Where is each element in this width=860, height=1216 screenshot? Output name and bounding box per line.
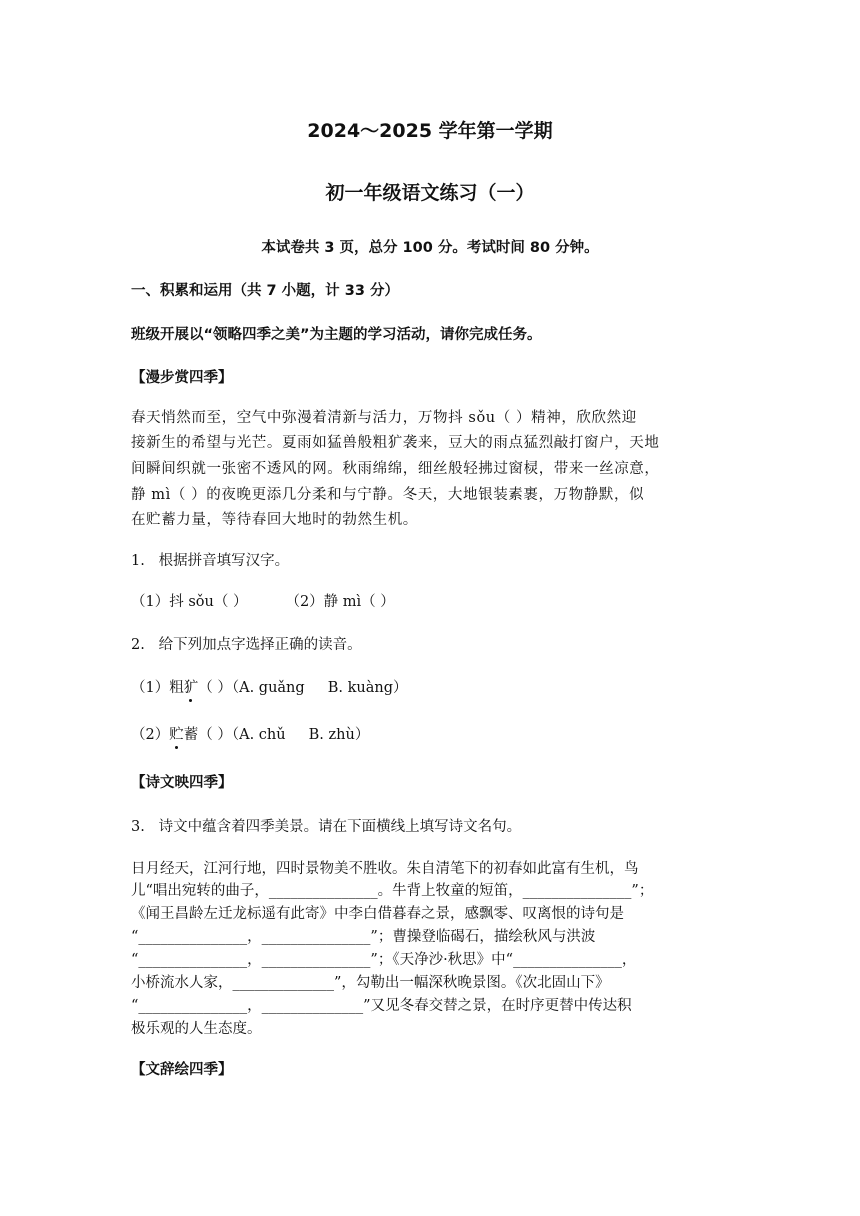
section-heading: 一、积累和运用（共 7 小题，计 33 分） <box>131 283 399 299</box>
emphasis-dot-char: 犷 <box>184 676 199 697</box>
exam-info: 本试卷共 3 页，总分 100 分。考试时间 80 分钟。 <box>261 240 599 256</box>
question-3-line: 日月经天，江河行地，四时景物美不胜收。朱自清笔下的初春如此富有生机，鸟 <box>131 861 639 877</box>
question-3-line: 小桥流水人家，______________”，勾勒出一幅深秋晚景图。《次北固山下》 <box>131 975 610 991</box>
term-title: 2024～2025 学年第一学期 <box>307 120 553 142</box>
part-heading-poetry: 【诗文映四季】 <box>131 775 233 791</box>
part-heading-writing: 【文辞绘四季】 <box>131 1062 233 1078</box>
question-3-line: “_______________，_______________”；曹操登临碣石，描绘秋风与洪波 <box>131 929 596 945</box>
question-3-line: 儿“唱出宛转的曲子，_______________。牛背上牧童的短笛，_______________”； <box>131 883 654 899</box>
passage-line: 接新生的希望与光芒。夏雨如猛兽般粗犷袭来，豆大的雨点猛烈敲打窗户，天地 <box>131 435 660 451</box>
question-1-item-2: （2）静 mì（ ） <box>285 594 395 610</box>
section-intro: 班级开展以“领略四季之美”为主题的学习活动，请你完成任务。 <box>131 327 542 343</box>
question-2-item-2: （2）贮蓄（ ）（A. chǔ B. zhù） <box>131 723 369 744</box>
passage-line: 在贮蓄力量，等待春回大地时的勃然生机。 <box>131 512 418 528</box>
question-1-items <box>131 590 395 611</box>
question-3-line: 极乐观的人生态度。 <box>131 1021 262 1037</box>
question-3-line: 《闻王昌龄左迁龙标遥有此寄》中李白借暮春之景，感飘零、叹离恨的诗句是 <box>131 906 624 922</box>
question-3-line: “_______________，_______________”；《天净沙·秋思》中“_______________， <box>131 952 637 968</box>
question-3-stem: 3. 诗文中蕴含着四季美景。请在下面横线上填写诗文名句。 <box>131 819 522 835</box>
emphasis-dot-char: 贮 <box>169 723 184 744</box>
question-2-stem: 2. 给下列加点字选择正确的读音。 <box>131 637 362 653</box>
passage-line: 间瞬间织就一张密不透风的网。秋雨绵绵，细丝般轻拂过窗棂，带来一丝凉意， <box>131 461 660 477</box>
question-1-item-1: （1）抖 sǒu（ ） <box>131 594 248 610</box>
question-1-stem: 1. 根据拼音填写汉字。 <box>131 553 290 569</box>
question-3-line: “_______________，______________”又见冬春交替之景，在时序更替中传达积 <box>131 998 632 1014</box>
page-title: 初一年级语文练习（一） <box>325 182 535 204</box>
question-2-item-1: （1）粗犷（ ）（A. guǎng B. kuàng） <box>131 676 407 697</box>
passage-line: 静 mì（ ）的夜晚更添几分柔和与宁静。冬天，大地银装素裹，万物静默，似 <box>131 487 645 503</box>
passage-line: 春天悄然而至，空气中弥漫着清新与活力，万物抖 sǒu（ ）精神，欣欣然迎 <box>131 410 637 426</box>
part-heading-walk: 【漫步赏四季】 <box>131 370 233 386</box>
